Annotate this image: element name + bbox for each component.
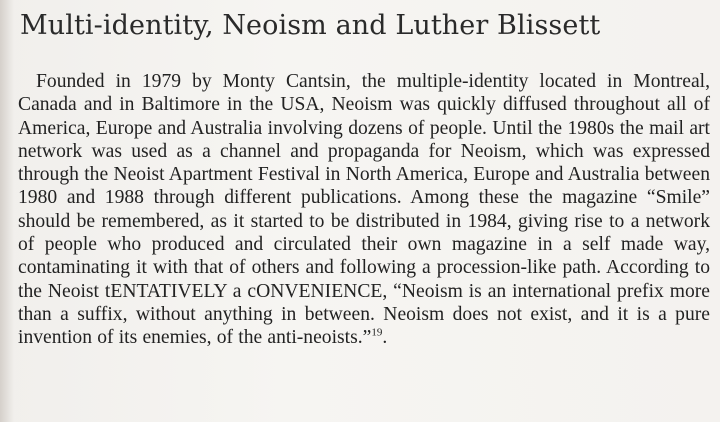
footnote-reference[interactable]: 19 — [371, 326, 383, 339]
body-paragraph — [18, 70, 710, 350]
paragraph-text: Founded in 1979 by Monty Cantsin, the multiple-identity located in Montreal, Canada and in Baltimore in the USA, Neoism was quickly diffused throughout all of America, Europe and Australia involving dozens of people. Until the 1980s the mail art network was used as a channel and propaganda for Neoism, which was expressed through the Neoist Apartment Festival in North America, Europe and Australia between 1980 and 1988 through different publications. Among these the magazine “Smile” should be remembered, as it started to be distributed in 1984, giving rise to a network of people who produced and circulated their own magazine in a self made way, contaminating it with that of others and following a procession-like path. According to the Neoist tENTATIVELY a cONVENIENCE, “Neoism is an international prefix more than a suffix, without anything in between. Neoism does not exist, and it is a pure invention of its enemies, of the anti-neoists.” — [18, 71, 710, 349]
paragraph-end-period: . — [382, 327, 388, 349]
page-gutter-shadow — [0, 0, 14, 422]
section-title: Multi-identity, Neoism and Luther Blissett — [20, 10, 601, 41]
